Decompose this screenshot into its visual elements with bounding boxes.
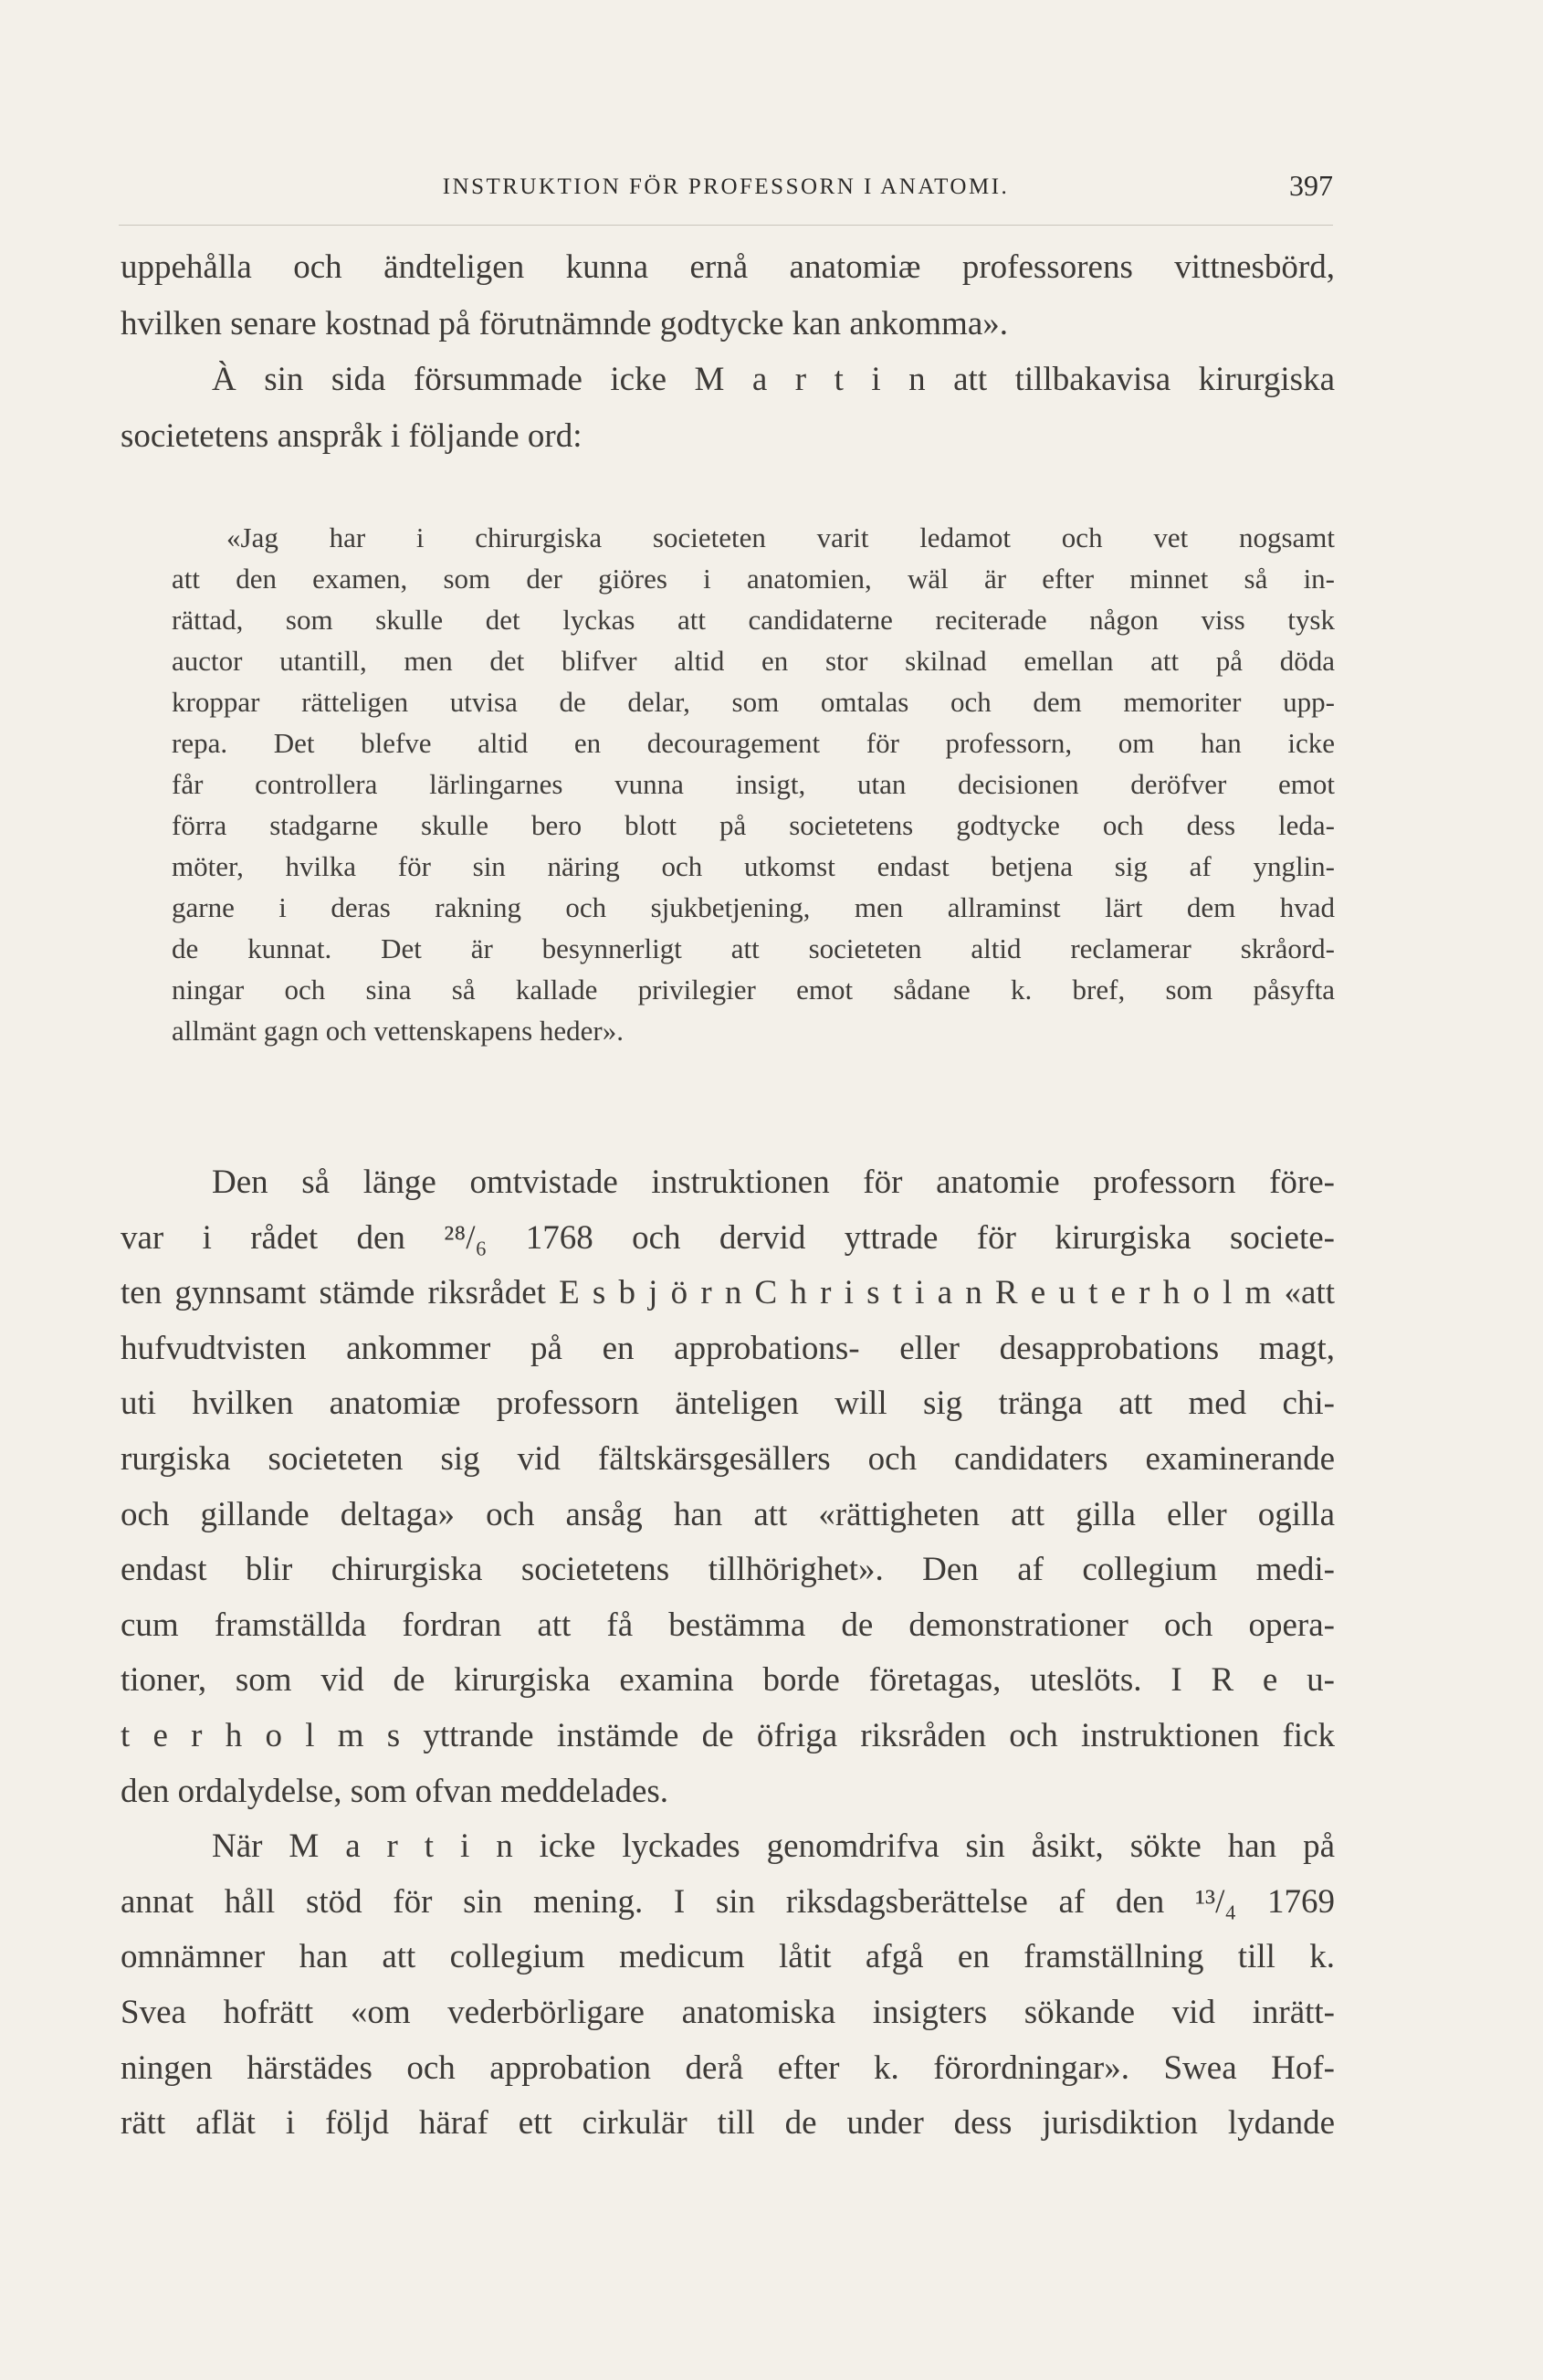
quote-line: allmänt gagn och vettenskapens heder». [172, 1015, 624, 1047]
text-line: omnämner han att collegium medicum låtit afgå en framställning till k. [121, 1938, 1335, 1976]
text-line: uti hvilken anatomiæ professorn änteligen will sig tränga att med chi- [121, 1385, 1335, 1423]
text-line: och gillande deltaga» och ansåg han att «rättigheten att gilla eller ogilla [121, 1495, 1335, 1533]
page-header [119, 169, 1333, 209]
text-line: var i rådet den ²⁸/₆ 1768 och dervid yttrade för kirurgiska societe- [121, 1218, 1335, 1257]
quote-line: får controllera lärlingarnes vunna insigt, utan decisionen deröfver emot [172, 768, 1335, 800]
quote-line: auctor utantill, men det blifver altid en stor skilnad emellan att på döda [172, 645, 1335, 677]
text-line: t e r h o l m s yttrande instämde de öfriga riksråden och instruktionen fick [121, 1716, 1335, 1754]
text-line: rurgiska societeten sig vid fältskärsgesällers och candidaters examinerande [121, 1439, 1335, 1478]
text-line: rätt aflät i följd häraf ett cirkulär till de under dess jurisdiktion lydande [121, 2104, 1335, 2143]
quote-line: kroppar rätteligen utvisa de delar, som omtalas och dem memoriter upp- [172, 686, 1335, 718]
header-rule [119, 225, 1333, 226]
text-line: ten gynnsamt stämde riksrådet E s b j ö r n C h r i s t i a n R e u t e r h o l m «att [121, 1274, 1335, 1312]
text-line: uppehålla och ändteligen kunna ernå anatomiæ professorens vittnesbörd, [121, 248, 1335, 286]
text-line: À sin sida försummade icke M a r t i n att tillbakavisa kirurgiska [212, 361, 1335, 399]
text-line: tioner, som vid de kirurgiska examina borde företagas, uteslöts. I R e u- [121, 1661, 1335, 1700]
text-line: endast blir chirurgiska societetens tillhörighet». Den af collegium medi- [121, 1551, 1335, 1589]
text-line: cum framställda fordran att få bestämma de demonstrationer och opera- [121, 1606, 1335, 1644]
quote-line: «Jag har i chirurgiska societeten varit ledamot och vet nogsamt [226, 521, 1335, 553]
text-line: hufvudtvisten ankommer på en approbations- eller desapprobations magt, [121, 1329, 1335, 1367]
main-paragraphs [121, 1155, 1335, 2152]
quote-line: ningar och sina så kallade privilegier emot sådane k. bref, som påsyfta [172, 974, 1335, 1006]
quote-line: garne i deras rakning och sjukbetjening, men allraminst lärt dem hvad [172, 891, 1335, 923]
text-line: den ordalydelse, som ofvan meddelades. [121, 1772, 669, 1810]
text-line: Den så länge omtvistade instruktionen för anatomie professorn före- [212, 1164, 1335, 1201]
text-line: annat håll stöd för sin mening. I sin riksdagsberättelse af den ¹³/₄ 1769 [121, 1882, 1335, 1921]
quote-line: möter, hvilka för sin näring och utkomst endast betjena sig af ynglin- [172, 850, 1335, 882]
block-quote [172, 517, 1335, 1051]
running-title: INSTRUKTION FÖR PROFESSORN I ANATOMI. [442, 174, 1010, 199]
quote-line: förra stadgarne skulle bero blott på societetens godtycke och dess leda- [172, 809, 1335, 841]
quote-line: rättad, som skulle det lyckas att candidaterne reciterade någon viss tysk [172, 604, 1335, 636]
text-line: hvilken senare kostnad på förutnämnde godtycke kan ankomma». [121, 304, 1008, 342]
quote-line: att den examen, som der giöres i anatomien, wäl är efter minnet så in- [172, 563, 1335, 595]
text-line: Svea hofrätt «om vederbörligare anatomiska insigters sökande vid inrätt- [121, 1993, 1335, 2031]
text-line: ningen härstädes och approbation derå efter k. förordningar». Swea Hof- [121, 2048, 1335, 2087]
quote-line: repa. Det blefve altid en decouragement för professorn, om han icke [172, 727, 1335, 759]
text-line: societetens anspråk i följande ord: [121, 416, 583, 455]
text-line: När M a r t i n icke lyckades genomdrifva sin åsikt, sökte han på [212, 1827, 1335, 1866]
quote-line: de kunnat. Det är besynnerligt att societeten altid reclamerar skråord- [172, 932, 1335, 964]
intro-paragraphs [121, 239, 1335, 464]
page-number: 397 [1289, 169, 1333, 202]
